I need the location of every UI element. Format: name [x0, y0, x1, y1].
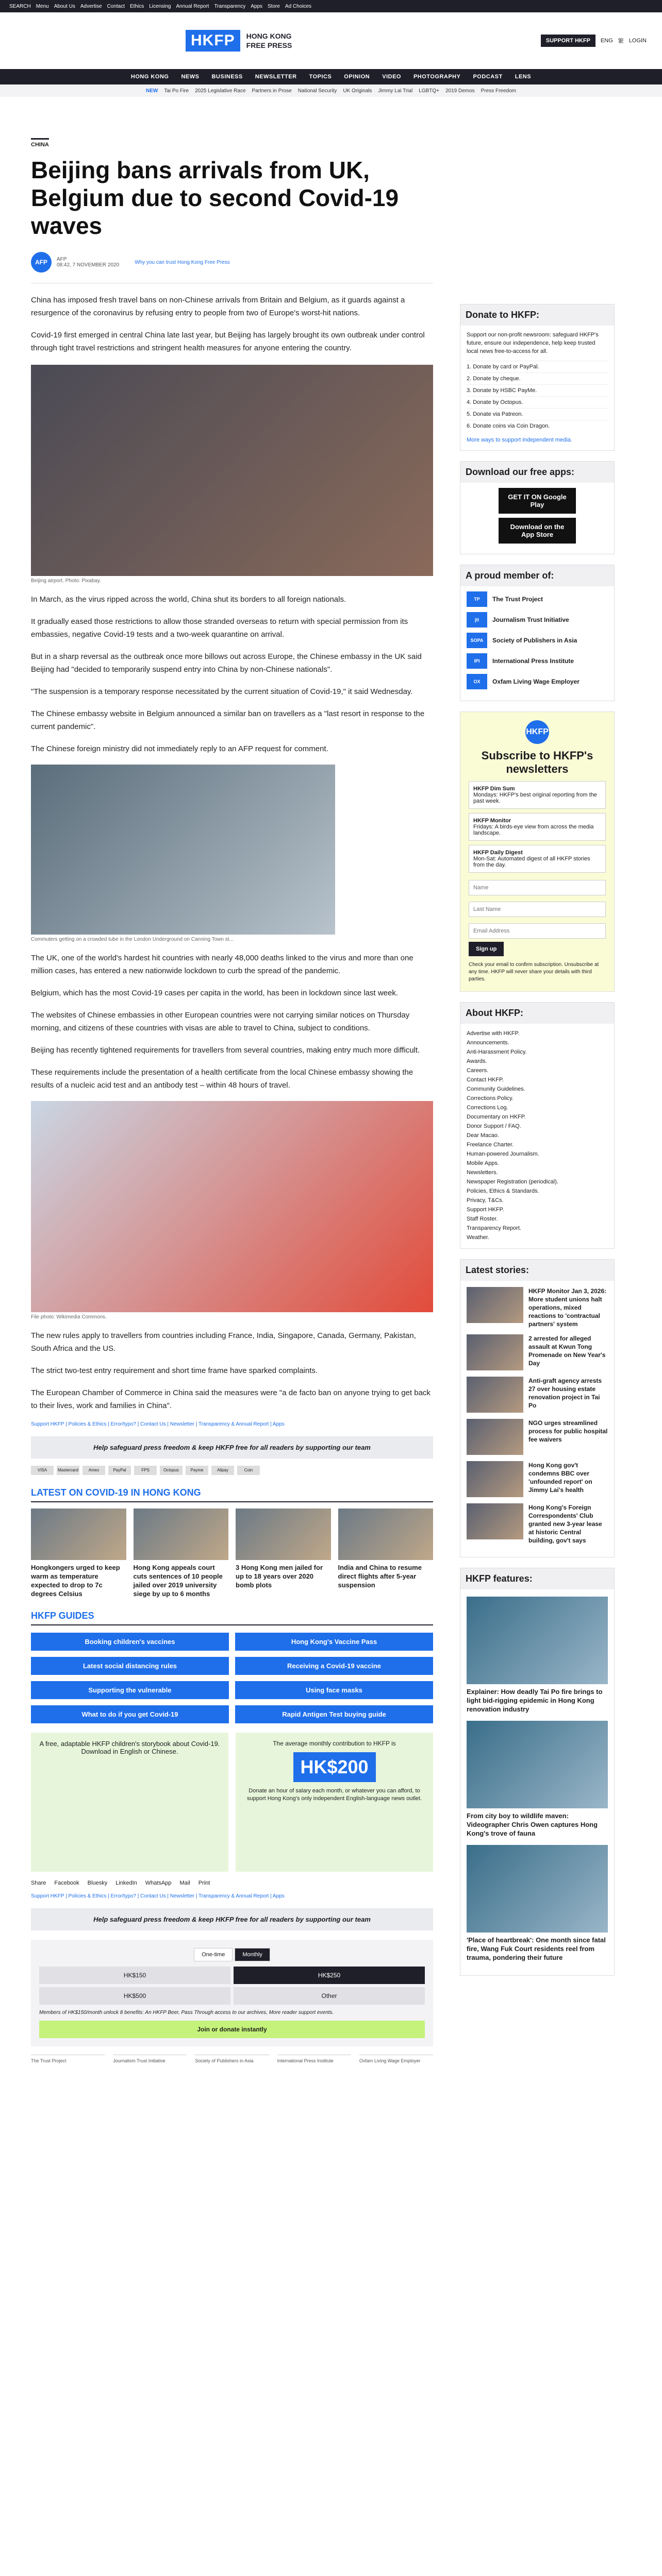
thumbnail [467, 1461, 523, 1497]
footer-links[interactable]: Support HKFP | Policies & Ethics | Error/typo? | Contact Us | Newsletter | Transparency & Annual Report | Apps [31, 1421, 285, 1427]
site-logo[interactable] [186, 30, 292, 52]
about-title: About HKFP: [460, 1003, 614, 1024]
author-name[interactable]: AFP [57, 257, 67, 262]
member-logo[interactable]: Oxfam Living Wage Employer [359, 2055, 433, 2063]
donate-note: Members of HK$150/month unlock 8 benefits: An HKFP Beer, Pass Through access to our archives, More reader support events. [39, 2010, 334, 2015]
about-link[interactable]: Privacy, T&Cs. [467, 1197, 504, 1204]
donate-method[interactable]: 4. Donate by Octopus. [467, 396, 608, 408]
byline [31, 252, 433, 273]
trust-link[interactable]: Why you can trust Hong Kong Free Press [135, 259, 230, 265]
thumbnail [467, 1597, 608, 1684]
paragraph: Beijing has recently tightened requirements for travellers from several countries, making entry much more difficult. [31, 1046, 420, 1055]
top-link[interactable]: Store [268, 3, 280, 9]
about-link[interactable]: Awards. [467, 1058, 487, 1064]
paragraph: Covid-19 first emerged in central China late last year, but Beijing has largely brought its own outbreak under control through tight travel restrictions and stringent health measures for anyone entering the country. [31, 331, 425, 352]
guide-button[interactable]: Latest social distancing rules [31, 1657, 229, 1675]
share-label: Share [31, 1880, 46, 1886]
hot-topic[interactable]: National Security [297, 88, 337, 94]
donate-method[interactable]: 5. Donate via Patreon. [467, 408, 608, 420]
member-logos [31, 2055, 433, 2063]
paragraph: The strict two-test entry requirement and short time frame have sparked complaints. [31, 1366, 318, 1375]
paragraph: The websites of Chinese embassies in other European countries were not carrying similar notices on Thursday morning, and citizens of these countries with visas are able to travel to China, subject to conditions. [31, 1011, 410, 1032]
join-button[interactable]: Join or donate instantly [39, 2021, 425, 2038]
latest-card[interactable]: 3 Hong Kong men jailed for up to 18 years over 2020 bomb plots [236, 1509, 331, 1598]
about-link[interactable]: Weather. [467, 1234, 489, 1241]
latest-grid [31, 1509, 433, 1598]
donation-promo[interactable]: The average monthly contribution to HKFP is HK$200 Donate an hour of salary each month, or whatever you can afford, to support Hong Kong's only independent English-language news outlet. [236, 1733, 433, 1872]
hot-topic[interactable]: 2019 Demos [445, 88, 475, 94]
donate-title: Donate to HKFP: [460, 304, 614, 326]
top-link[interactable]: Contact [107, 3, 125, 9]
article-image [31, 365, 433, 576]
paragraph: The European Chamber of Commerce in China said the measures were "a de facto ban on anyone trying to get back to their lives, work and families in China". [31, 1388, 431, 1410]
donate-method[interactable]: 1. Donate by card or PayPal. [467, 361, 608, 372]
features-box [460, 1568, 615, 1976]
guide-button[interactable]: Supporting the vulnerable [31, 1681, 229, 1699]
top-link[interactable]: Licensing [149, 3, 171, 9]
nav-item[interactable]: PHOTOGRAPHY [413, 74, 461, 80]
story-item[interactable]: Anti-graft agency arrests 27 over housing estate renovation project in Tai Po [467, 1377, 608, 1413]
share-linkedin[interactable]: LinkedIn [115, 1880, 137, 1886]
nav-item[interactable]: OPINION [344, 74, 370, 80]
article-image [31, 1101, 433, 1312]
about-link[interactable]: Staff Roster. [467, 1216, 498, 1222]
paragraph: But in a sharp reversal as the outbreak once more billows out across Europe, the Chinese embassy in the UK said Beijing had "decided to temporarily suspend entry into China by non-Chinese nationals". [31, 652, 422, 674]
paragraph: Belgium, which has the most Covid-19 cases per capita in the world, has been in lockdown since last week. [31, 989, 399, 997]
newsletter-option[interactable]: HKFP Dim Sum Mondays: HKFP's best original reporting from the past week. [469, 781, 606, 809]
top-link[interactable]: Advertise [80, 3, 102, 9]
sign-up-button[interactable]: Sign up [469, 942, 504, 956]
hot-topic[interactable]: Tai Po Fire [164, 88, 189, 94]
lang-zh[interactable]: 繁 [618, 38, 624, 44]
amount-option[interactable]: Other [234, 1987, 425, 2005]
donate-tabs [39, 1948, 425, 1961]
donate-method[interactable]: 3. Donate by HSBC PayMe. [467, 384, 608, 396]
member-item[interactable]: OX Oxfam Living Wage Employer [467, 674, 608, 689]
share-whatsapp[interactable]: WhatsApp [145, 1880, 172, 1886]
story-item[interactable]: 2 arrested for alleged assault at Kwun Tong Promenade on New Year's Day [467, 1334, 608, 1370]
main-nav [0, 69, 662, 84]
new-badge: NEW [145, 88, 158, 94]
about-link[interactable]: Corrections Policy. [467, 1095, 514, 1101]
payment-icon: Octopus [160, 1466, 183, 1475]
nav-item[interactable]: NEWS [181, 74, 200, 80]
apps-box [460, 461, 615, 554]
paragraph: It gradually eased those restrictions to allow those stranded overseas to return with special permission from its embassies, negative Covid-19 tests and a two-week quarantine on arrival. [31, 617, 408, 639]
thumbnail [338, 1509, 434, 1560]
paragraph: The Chinese foreign ministry did not immediately reply to an AFP request for comment. [31, 744, 328, 753]
payment-icon: Payme [186, 1466, 208, 1475]
member-logo-icon: TP [467, 591, 487, 607]
guide-button[interactable]: Rapid Antigen Test buying guide [235, 1705, 433, 1723]
hot-topic[interactable]: UK Originals [343, 88, 372, 94]
support-banner[interactable]: Help safeguard press freedom & keep HKFP free for all readers by supporting our team [31, 1908, 433, 1930]
hkfp-logo-icon: HKFP [525, 720, 549, 744]
apps-title: Download our free apps: [460, 462, 614, 483]
story-item[interactable]: Hong Kong gov't condemns BBC over 'unfounded report' on Jimmy Lai's health [467, 1461, 608, 1497]
top-link[interactable]: Ad Choices [285, 3, 312, 9]
share-bluesky[interactable]: Bluesky [87, 1880, 108, 1886]
paragraph: These requirements include the presentation of a health certificate from the local Chinese embassy showing the results of a nucleic acid test and an antibody test – within 48 hours of travel. [31, 1068, 413, 1090]
payment-icon: VISA [31, 1466, 54, 1475]
nav-item[interactable]: PODCAST [473, 74, 503, 80]
support-button[interactable]: SUPPORT HKFP [541, 35, 595, 47]
google-play-button[interactable]: GET IT ON Google Play [499, 488, 576, 514]
feature-item[interactable]: From city boy to wildlife maven: Videographer Chris Owen captures Hong Kong's trove of fauna [467, 1721, 608, 1838]
about-link[interactable]: Corrections Log. [467, 1105, 508, 1111]
about-link[interactable]: Community Guidelines. [467, 1086, 525, 1092]
donate-box [460, 304, 615, 451]
top-utility-bar [0, 0, 662, 12]
site-header [0, 12, 662, 69]
about-link[interactable]: Policies, Ethics & Standards. [467, 1188, 539, 1194]
story-item[interactable]: Hong Kong's Foreign Correspondents' Club granted new 3-year lease at historic Central building, gov't says [467, 1503, 608, 1545]
image-caption: File photo: Wikimedia Commons. [31, 1314, 107, 1320]
donate-method[interactable]: 2. Donate by cheque. [467, 372, 608, 384]
about-link[interactable]: Newsletters. [467, 1170, 498, 1176]
payment-icon: Alipay [211, 1466, 234, 1475]
hot-topic[interactable]: LGBTQ+ [419, 88, 439, 94]
newsletter-note: Check your email to confirm subscription. Unsubscribe at any time. HKFP will never share your details with third parties. [469, 962, 599, 982]
story-item[interactable]: NGO urges streamlined process for public hospital fee waivers [467, 1419, 608, 1455]
nav-item[interactable]: NEWSLETTER [255, 74, 297, 80]
latest-card[interactable]: Hong Kong appeals court cuts sentences of 10 people jailed over 2019 university siege by up to 6 months [134, 1509, 229, 1598]
donate-list [467, 361, 608, 432]
about-link[interactable]: Human-powered Journalism. [467, 1151, 539, 1157]
email-input[interactable] [469, 923, 606, 939]
paragraph: The UK, one of the world's hardest hit countries with nearly 48,000 deaths linked to the virus and more than one million cases, has entered a new nationwide lockdown to curb the spread of the pandemic. [31, 954, 413, 975]
about-link[interactable]: Newspaper Registration (periodical). [467, 1179, 558, 1185]
about-link[interactable]: Advertise with HKFP. [467, 1030, 520, 1037]
member-logo-icon: jti [467, 612, 487, 628]
about-link[interactable]: Documentary on HKFP. [467, 1114, 526, 1120]
about-link[interactable]: Dear Macao. [467, 1132, 499, 1139]
newsletter-option[interactable]: HKFP Monitor Fridays: A birds-eye view from across the media landscape. [469, 813, 606, 841]
nav-item[interactable]: BUSINESS [211, 74, 243, 80]
article-title: Beijing bans arrivals from UK, Belgium due to second Covid-19 waves [31, 157, 399, 239]
member-item[interactable]: jti Journalism Trust Initiative [467, 612, 608, 628]
member-box [460, 565, 615, 701]
amount-options [39, 1967, 425, 2005]
guide-button[interactable]: Receiving a Covid-19 vaccine [235, 1657, 433, 1675]
top-link[interactable]: Menu [36, 3, 49, 9]
last-name-input[interactable] [469, 902, 606, 917]
hot-topic[interactable]: Jimmy Lai Trial [378, 88, 413, 94]
name-input[interactable] [469, 880, 606, 895]
nav-item[interactable]: TOPICS [309, 74, 332, 80]
paragraph: The Chinese embassy website in Belgium announced a similar ban on travellers as a "last resort in response to the current pandemic". [31, 709, 425, 731]
about-link[interactable]: Careers. [467, 1067, 489, 1074]
donate-method[interactable]: 6. Donate coins via Coin Dragon. [467, 420, 608, 432]
article-image [31, 765, 335, 935]
about-link[interactable]: Transparency Report. [467, 1225, 521, 1231]
feature-item[interactable]: Explainer: How deadly Tai Po fire brings to light bid-rigging epidemic in Hong Kong renovation industry [467, 1597, 608, 1714]
nav-item[interactable]: VIDEO [382, 74, 401, 80]
paragraph: In March, as the virus ripped across the world, China shut its borders to all foreign nationals. [31, 595, 346, 604]
about-link[interactable]: Announcements. [467, 1040, 509, 1046]
latest-card[interactable]: Hongkongers urged to keep warm as temperature expected to drop to 7c degrees Celsius [31, 1509, 126, 1598]
image-caption: Commuters getting on a crowded tube in the London Underground on Canning Town st... [31, 937, 234, 942]
tab-monthly[interactable]: Monthly [235, 1948, 270, 1961]
about-link[interactable]: Anti-Harassment Policy. [467, 1049, 527, 1055]
about-box [460, 1002, 615, 1249]
top-link[interactable]: Apps [251, 3, 263, 9]
guides-grid [31, 1633, 433, 1723]
member-logo[interactable]: Journalism Trust Initiative [113, 2055, 187, 2063]
author-avatar: AFP [31, 252, 52, 273]
more-ways-link[interactable]: More ways to support independent media. [467, 437, 572, 443]
about-link[interactable]: Contact HKFP. [467, 1077, 504, 1083]
tab-one-time[interactable]: One-time [194, 1948, 233, 1961]
member-logo[interactable]: International Press Institute [277, 2055, 351, 2063]
member-title: A proud member of: [460, 565, 614, 586]
top-link[interactable]: Transparency [214, 3, 246, 9]
amount-option[interactable]: HK$500 [39, 1987, 230, 2005]
thumbnail [467, 1721, 608, 1808]
donate-widget [31, 1940, 433, 2046]
category-label[interactable]: CHINA [31, 138, 49, 148]
hot-topic[interactable]: Press Freedom [481, 88, 517, 94]
newsletter-title: Subscribe to HKFP's newsletters [481, 749, 593, 775]
top-link[interactable]: Ethics [130, 3, 144, 9]
article-main [31, 97, 433, 2063]
paragraph: "The suspension is a temporary response necessitated by the current situation of Covid-19," it said Wednesday. [31, 687, 413, 696]
login-link[interactable]: LOGIN [628, 38, 647, 44]
average-amount: HK$200 [293, 1752, 376, 1782]
publish-date: 08:42, 7 NOVEMBER 2020 [57, 262, 120, 268]
header-actions [541, 35, 647, 47]
about-link[interactable]: Freelance Charter. [467, 1142, 514, 1148]
thumbnail [467, 1377, 523, 1413]
member-logo[interactable]: The Trust Project [31, 2055, 105, 2063]
top-link[interactable]: About Us [54, 3, 75, 9]
top-links [9, 4, 311, 9]
nav-item[interactable]: HONG KONG [130, 74, 169, 80]
paragraph: China has imposed fresh travel bans on non-Chinese arrivals from Britain and Belgium, as it guards against a resurgence of the coronavirus by refusing entry to people from two of Europe's worst-hit nations. [31, 296, 405, 317]
sidebar [460, 304, 615, 1986]
thumbnail [134, 1509, 229, 1560]
member-item[interactable]: IPI International Press Institute [467, 653, 608, 669]
nav-item[interactable]: LENS [515, 74, 532, 80]
lang-eng[interactable]: ENG [600, 38, 613, 44]
story-item[interactable]: HKFP Monitor Jan 3, 2026: More student unions halt operations, mixed reactions to 'contractual partners' system [467, 1287, 608, 1328]
amount-option[interactable]: HK$250 [234, 1967, 425, 1984]
thumbnail [236, 1509, 331, 1560]
share-print[interactable]: Print [198, 1880, 210, 1886]
logo-mark: HKFP [186, 30, 240, 52]
member-item[interactable]: TP The Trust Project [467, 591, 608, 607]
thumbnail [467, 1503, 523, 1539]
payment-icon: Coin [237, 1466, 260, 1475]
top-link[interactable]: SEARCH [9, 3, 31, 9]
payment-icon: Mastercard [57, 1466, 79, 1475]
thumbnail [467, 1334, 523, 1370]
newsletter-box [460, 711, 615, 992]
guides-heading: HKFP GUIDES [31, 1611, 433, 1625]
features-title: HKFP features: [460, 1568, 614, 1589]
storybook-promo[interactable]: A free, adaptable HKFP children's storybook about Covid-19. Download in English or Chinese. [31, 1733, 228, 1872]
amount-option[interactable]: HK$150 [39, 1967, 230, 1984]
paragraph: The new rules apply to travellers from countries including France, India, Singapore, Canada, Germany, Pakistan, South Africa and the US. [31, 1331, 416, 1353]
payment-methods [31, 1466, 433, 1475]
thumbnail [31, 1509, 126, 1560]
payment-icon: PayPal [108, 1466, 131, 1475]
member-logo-icon: OX [467, 674, 487, 689]
member-logo-icon: SOPA [467, 633, 487, 648]
latest-card[interactable]: India and China to resume direct flights after 5-year suspension [338, 1509, 434, 1598]
guide-button[interactable]: Using face masks [235, 1681, 433, 1699]
about-link[interactable]: Donor Support / FAQ. [467, 1123, 521, 1129]
hot-topic[interactable]: 2025 Legislative Race [195, 88, 246, 94]
member-item[interactable]: SOPA Society of Publishers in Asia [467, 633, 608, 648]
member-logo[interactable]: Society of Publishers in Asia [195, 2055, 269, 2063]
support-banner[interactable]: Help safeguard press freedom & keep HKFP free for all readers by supporting our team [31, 1436, 433, 1459]
member-logo-icon: IPI [467, 653, 487, 669]
thumbnail [467, 1845, 608, 1933]
thumbnail [467, 1419, 523, 1455]
payment-icon: Amex [82, 1466, 105, 1475]
hot-topic[interactable]: Partners in Prose [252, 88, 292, 94]
latest-stories-box [460, 1259, 615, 1557]
stories-title: Latest stories: [460, 1260, 614, 1281]
hot-topics-bar [0, 84, 662, 97]
image-caption: Beijing airport. Photo: Pixabay. [31, 578, 102, 584]
newsletter-option[interactable]: HKFP Daily Digest Mon-Sat: Automated digest of all HKFP stories from the day. [469, 845, 606, 873]
guide-button[interactable]: Booking children's vaccines [31, 1633, 229, 1651]
top-link[interactable]: Annual Report [176, 3, 209, 9]
payment-icon: FPS [134, 1466, 157, 1475]
latest-heading: LATEST ON COVID-19 IN HONG KONG [31, 1487, 433, 1502]
promo-row [31, 1733, 433, 1872]
share-bar [31, 1880, 433, 1886]
footer-links[interactable]: Support HKFP | Policies & Ethics | Error/typo? | Contact Us | Newsletter | Transparency & Annual Report | Apps [31, 1893, 285, 1899]
feature-item[interactable]: 'Place of heartbreak': One month since fatal fire, Wang Fuk Court residents reel from trauma, pondering their future [467, 1845, 608, 1962]
logo-text: HONG KONG FREE PRESS [246, 32, 292, 49]
share-facebook[interactable]: Facebook [54, 1880, 79, 1886]
guide-button[interactable]: Hong Kong's Vaccine Pass [235, 1633, 433, 1651]
app-store-button[interactable]: Download on the App Store [499, 518, 576, 544]
guide-button[interactable]: What to do if you get Covid-19 [31, 1705, 229, 1723]
share-mail[interactable]: Mail [179, 1880, 190, 1886]
thumbnail [467, 1287, 523, 1323]
about-link[interactable]: Support HKFP. [467, 1207, 504, 1213]
donate-text[interactable]: Support our non-profit newsroom: safeguard HKFP's future, ensure our independence, help keep trusted local news free-to-access for all. [467, 332, 599, 354]
about-link[interactable]: Mobile Apps. [467, 1160, 499, 1166]
